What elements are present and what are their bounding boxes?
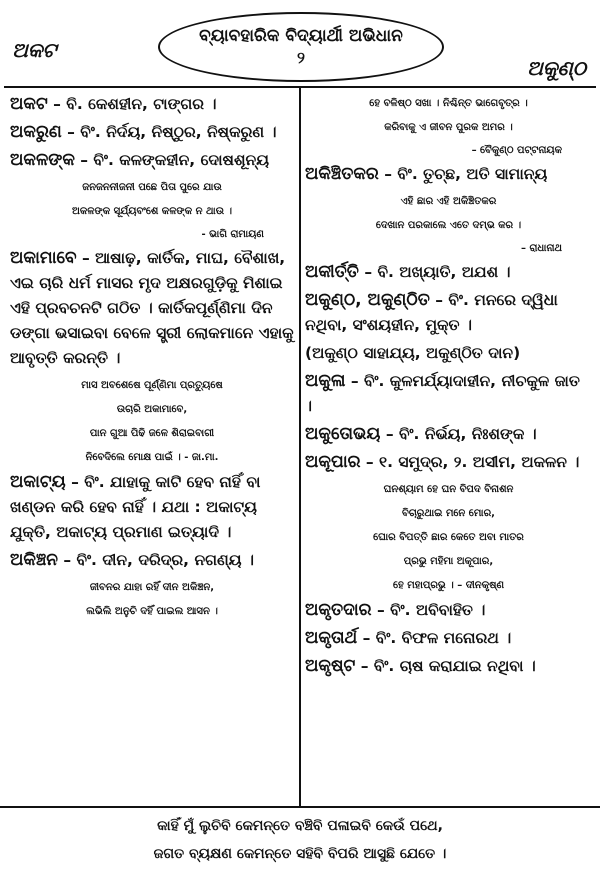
entry-definition: – ବିଂ. ବିଫଳ ମନୋରଥ ।	[357, 629, 512, 647]
dictionary-entry	[305, 626, 592, 651]
entry-definition: – ବିଂ. ନିର୍ଦୟ, ନିଷ୍ଠୁର, ନିଷ୍କରୁଣ ।	[61, 123, 277, 141]
quotation-line: ଦେଖାନ ପରକାଲେ ଏତେ ଦମ୍ଭ କର ।	[375, 220, 522, 231]
entry-headword: ଅକୃତଦାର	[305, 600, 372, 620]
entry-headword: ଅକରୁଣ	[10, 122, 62, 142]
footer-rule	[0, 806, 600, 808]
column-divider	[299, 88, 301, 806]
entry-headword: ଅକୁତୋଭୟ	[305, 424, 381, 444]
quotation-line: ଏହି ଛାର ଏହି ଅକିଞ୍ଚିତକର	[400, 196, 497, 207]
entry-headword: ଅକୃତାର୍ଥ	[305, 628, 358, 648]
entry-headword: ଅକଟ	[10, 94, 48, 114]
quotation-attribution: - ଭାଗି ରାମାୟଣ	[201, 229, 264, 240]
guide-word-right: ଅକୁଣ୍ଠ	[526, 56, 586, 80]
quotation-line: ହେ ମହାପ୍ରଭୁ । – ଦୀନକୃଷ୍ଣ	[392, 580, 505, 591]
dictionary-entry	[305, 654, 592, 679]
quotation-line: ପ୍ରଭୁ ମହିମା ଅକୂପାର,	[403, 556, 494, 567]
entry-headword: ଅକୁଣ୍ଠ, ଅକୁଣ୍ଠିତ	[305, 290, 430, 310]
dictionary-entry	[305, 260, 592, 285]
quotation-attribution: – ବୈକୁଣ୍ଠ ପଟ୍ଟନାୟକ	[471, 145, 562, 156]
quotation-line: ଜନଜନନୀଜନୀ ପଛେ ପିତା ପୁରେ ଯାଉ	[82, 182, 222, 193]
quotation-line: ହେ ବଳିଷ୍ଠ ସଖା । ନିଶ୍ଚିନ୍ତ ଭାଗେବୃତ୍ର ।	[369, 98, 528, 109]
entry-definition: – ବିଂ. ଯାହାକୁ କାଟି ହେବ ନାହିଁ ବା ଖଣ୍ଡନ କରି ହେବ ନାହିଁ । ଯଥା : ଅକାଟ୍ୟ ଯୁକ୍ତି, ଅକାଟ୍ୟ ପ୍ରମାଣ ଇତ୍ୟାଦି ।	[10, 473, 261, 541]
entry-headword: ଅକାଟ୍ୟ	[10, 472, 66, 492]
entry-definition: – ବିଂ. ନିର୍ଭୟ, ନିଃଶଙ୍କ ।	[380, 425, 537, 443]
entry-definition: – ଆଷାଢ଼, କାର୍ତିକ, ମାଘ, ବୈଶାଖ, ଏଇ ଚାରି ଧର୍ମ ମାସର ମୃଦ ଅକ୍ଷରଗୁଡ଼ିକୁ ମିଶାଇ ଏହି ପ୍ରବଚନଟି ଗଠିତ । କାର୍ତିକପୂର୍ଣ୍ଣିମା ଦିନ ଡଙ୍ଗା ଭସାଇବା ବେଳେ ସ୍ତ୍ରୀ ଲୋକମାନେ ଏହାକୁ ଆବୃତ୍ତି କରନ୍ତି ।	[10, 249, 294, 367]
entry-definition: – ୧. ସମୁଦ୍ର, ୨. ଅସୀମ, ଅକଳନ ।	[360, 453, 580, 471]
entry-headword: ଅକୂପାର	[305, 452, 361, 472]
quotation-line: ଘୋର ବିପତ୍ତି ଛାର କେତେ ଅବା ମାତର	[373, 532, 524, 543]
entry-definition: – ବିଂ. ଅବିବାହିତ ।	[371, 601, 486, 619]
dictionary-entry	[10, 470, 294, 545]
entry-headword: ଅକୁଳା	[305, 371, 346, 391]
dictionary-entry	[305, 422, 592, 447]
quotation-line: ମାସ ଅବଶେଷେ ପୂର୍ଣ୍ଣିମା ପ୍ରତ୍ୟୁଷେ	[81, 380, 223, 391]
dictionary-entry	[10, 548, 294, 573]
footer-verse	[0, 812, 600, 868]
quotation-line: ନିବେଦିଲେ ମୋକ୍ଷ ପାଇଁ । - ଜା.ମା.	[85, 452, 219, 463]
dictionary-entry	[10, 246, 294, 371]
quotation-line: ଅକଳଙ୍କ ସୂର୍ଯ୍ୟବଂଶେ କଳଙ୍କ ନ ଥାଉ ।	[71, 206, 233, 217]
quotation-line: ବିଚାରୁଥାଇ ମନେ ମୋର,	[402, 508, 495, 519]
entry-definition: – ବିଂ. କଳଙ୍କହୀନ, ଦୋଷଶୂନ୍ୟ	[74, 151, 269, 169]
page-number: ୨	[297, 48, 305, 67]
entry-headword: ଅକୀର୍ତ୍ତି	[305, 262, 359, 282]
guide-word-left: ଅକଟ	[12, 38, 57, 62]
quotation-line: କରିବାକୁ ଏ ଜୀବନ ପୁରକ ଅମର ।	[384, 122, 513, 133]
quotation-line: ଲଭିଲି ଅନୁଚି ଦହିଁ ପାଇଲ ଆସନ ।	[86, 606, 218, 617]
entry-definition: – ବିଂ. ତୁଚ୍ଛ, ଅତି ସାମାନ୍ୟ	[378, 165, 548, 183]
entry-headword: ଅକିଞ୍ଚିତକର	[305, 164, 379, 184]
dictionary-entry	[10, 148, 294, 173]
page-header	[0, 0, 600, 92]
dictionary-entry	[305, 369, 592, 419]
dictionary-entry	[305, 341, 592, 366]
quotation-line: ଉଚାରି ଅକାମାବେ,	[116, 404, 188, 415]
entry-definition: – ବି. କେଶହୀନ, ଟାଙ୍ଗର ।	[47, 95, 217, 113]
entry-definition: – ବି. ଅଖ୍ୟାତି, ଅଯଶ ।	[358, 263, 511, 281]
entry-headword: ଅକିଞ୍ଚନ	[10, 550, 58, 570]
title-oval	[158, 12, 444, 82]
dictionary-entry	[305, 162, 592, 187]
dictionary-entry	[305, 598, 592, 623]
right-column	[305, 92, 592, 682]
entry-definition: – ବିଂ. କୁଳମର୍ଯ୍ୟାଦାହୀନ, ନୀଚକୁଳ ଜାତ ।	[305, 372, 580, 415]
footer-line-1: କାହିଁ ମୁଁ ଲୁଚିବି କେମନ୍ତେ ବଞ୍ଚିବି ପଳାଇବି କେଉଁ ପଥେ,	[157, 818, 443, 834]
dictionary-entry	[10, 120, 294, 145]
quotation-line: ଜୀବନର ଯାହା ରହିଁ ଦୀନ ଅକିଞ୍ଚନ,	[89, 582, 215, 593]
quotation-line: ଘନଶ୍ୟାମ ହେ ଘନ ବିପଦ ବିନାଶନ	[383, 484, 514, 495]
entry-definition: (ଅକୁଣ୍ଠ ସାହାଯ୍ୟ, ଅକୁଣ୍ଠିତ ଦାନ)	[305, 344, 521, 362]
entry-definition: – ବିଂ. ଚାଷ କରାଯାଇ ନଥିବା ।	[355, 657, 536, 675]
dictionary-entry	[10, 92, 294, 117]
entry-definition: – ବିଂ. ଦୀନ, ଦରିଦ୍ର, ନଗଣ୍ୟ ।	[57, 551, 254, 569]
quotation-attribution: – ରାଧାନାଥ	[520, 243, 562, 254]
dictionary-entry	[305, 450, 592, 475]
entry-headword: ଅକଳଙ୍କ	[10, 150, 75, 170]
dictionary-entry	[305, 288, 592, 338]
entry-headword: ଅକାମାବେ	[10, 248, 77, 268]
quotation-line: ପାନ ଗୁଆ ପିଢି ଜଳେ ଶିରାଇବାଗୀ	[89, 428, 215, 439]
footer-line-2: ଜଗତ ବ୍ୟକ୍ଷଣ କେମନ୍ତେ ସହିବି ବିପରି ଆସୁଛି ଯେତେ ।	[153, 846, 447, 862]
left-column	[10, 92, 294, 624]
entry-headword: ଅକୃଷ୍ଟ	[305, 656, 356, 676]
dictionary-title: ବ୍ୟାବହାରିକ ବିଦ୍ୟାର୍ଥୀ ଅଭିଧାନ	[199, 26, 403, 46]
entry-definition: – ବିଂ. ମନରେ ଦ୍ୱିଧା ନଥିବା, ସଂଶୟହୀନ, ମୁକ୍ତ ।	[305, 291, 558, 334]
